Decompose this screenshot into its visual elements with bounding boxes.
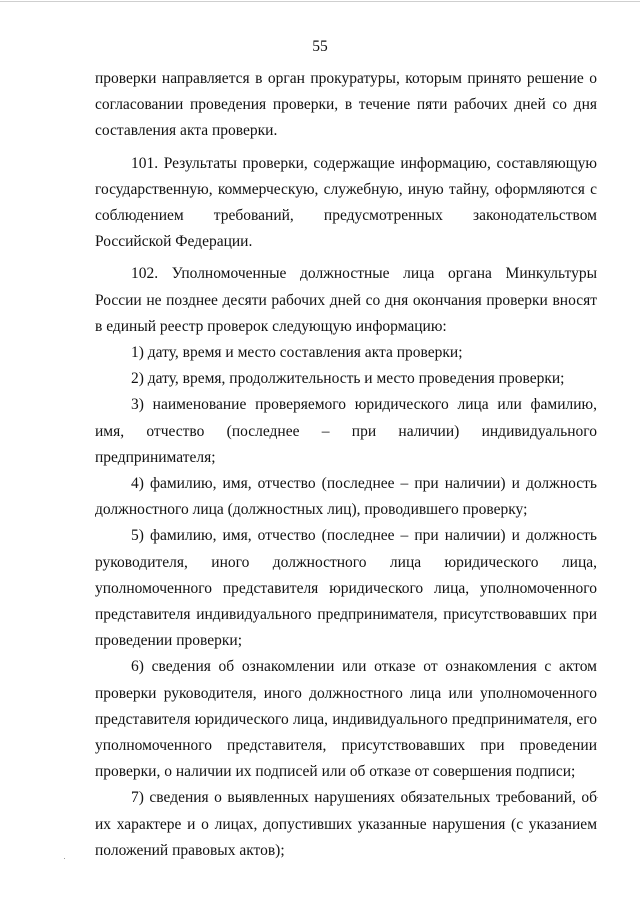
margin-speck xyxy=(597,797,598,798)
list-item-7: 7) сведения о выявленных нарушениях обязательных требований, об их характере и о лицах, допустивших указанные нарушения (с указанием положений правовых актов); xyxy=(95,789,597,859)
paragraph-101: 101. Результаты проверки, содержащие информацию, составляющую государственную, коммерческую, служебную, иную тайну, оформляются с соблюдением требований, предусмотренных законодательством Российской Федерации. xyxy=(95,154,597,251)
list-item-4: 4) фамилию, имя, отчество (последнее – при наличии) и должность должностного лица (должностных лиц), проводившего проверку; xyxy=(95,475,597,519)
list-item-1: 1) дату, время и место составления акта проверки; xyxy=(131,344,463,362)
paragraph-102: 102. Уполномоченные должностные лица органа Минкультуры России не позднее десяти рабочих дней со дня окончания проверки вносят в единый реестр проверок следующую информацию: xyxy=(95,265,597,335)
list-item-3: 3) наименование проверяемого юридического лица или фамилию, имя, отчество (последнее – при наличии) индивидуального предпринимателя; xyxy=(95,396,597,466)
list-item-5: 5) фамилию, имя, отчество (последнее – при наличии) и должность руководителя, иного должностного лица юридического лица, уполномоченного представителя юридического лица, уполномоченного представителя индивидуального предпринимателя, присутствовавших при проведении проверки; xyxy=(95,527,597,650)
document-body xyxy=(95,66,597,864)
paragraph-continuation: проверки направляется в орган прокуратуры, которым принято решение о согласовании проведения проверки, в течение пяти рабочих дней со дня составления акта проверки. xyxy=(95,70,597,140)
top-border-line xyxy=(0,1,640,2)
margin-speck xyxy=(64,858,65,859)
page-number: 55 xyxy=(312,38,328,55)
list-item-2: 2) дату, время, продолжительность и место проведения проверки; xyxy=(131,370,565,388)
list-item-6: 6) сведения об ознакомлении или отказе от ознакомления с актом проверки руководителя, иного должностного лица или уполномоченного представителя юридического лица, индивидуального предпринимателя, его уполномоченного представителя, присутствовавших при проведении проверки, о наличии их подписей или об отказе от совершения подписи; xyxy=(95,658,597,781)
